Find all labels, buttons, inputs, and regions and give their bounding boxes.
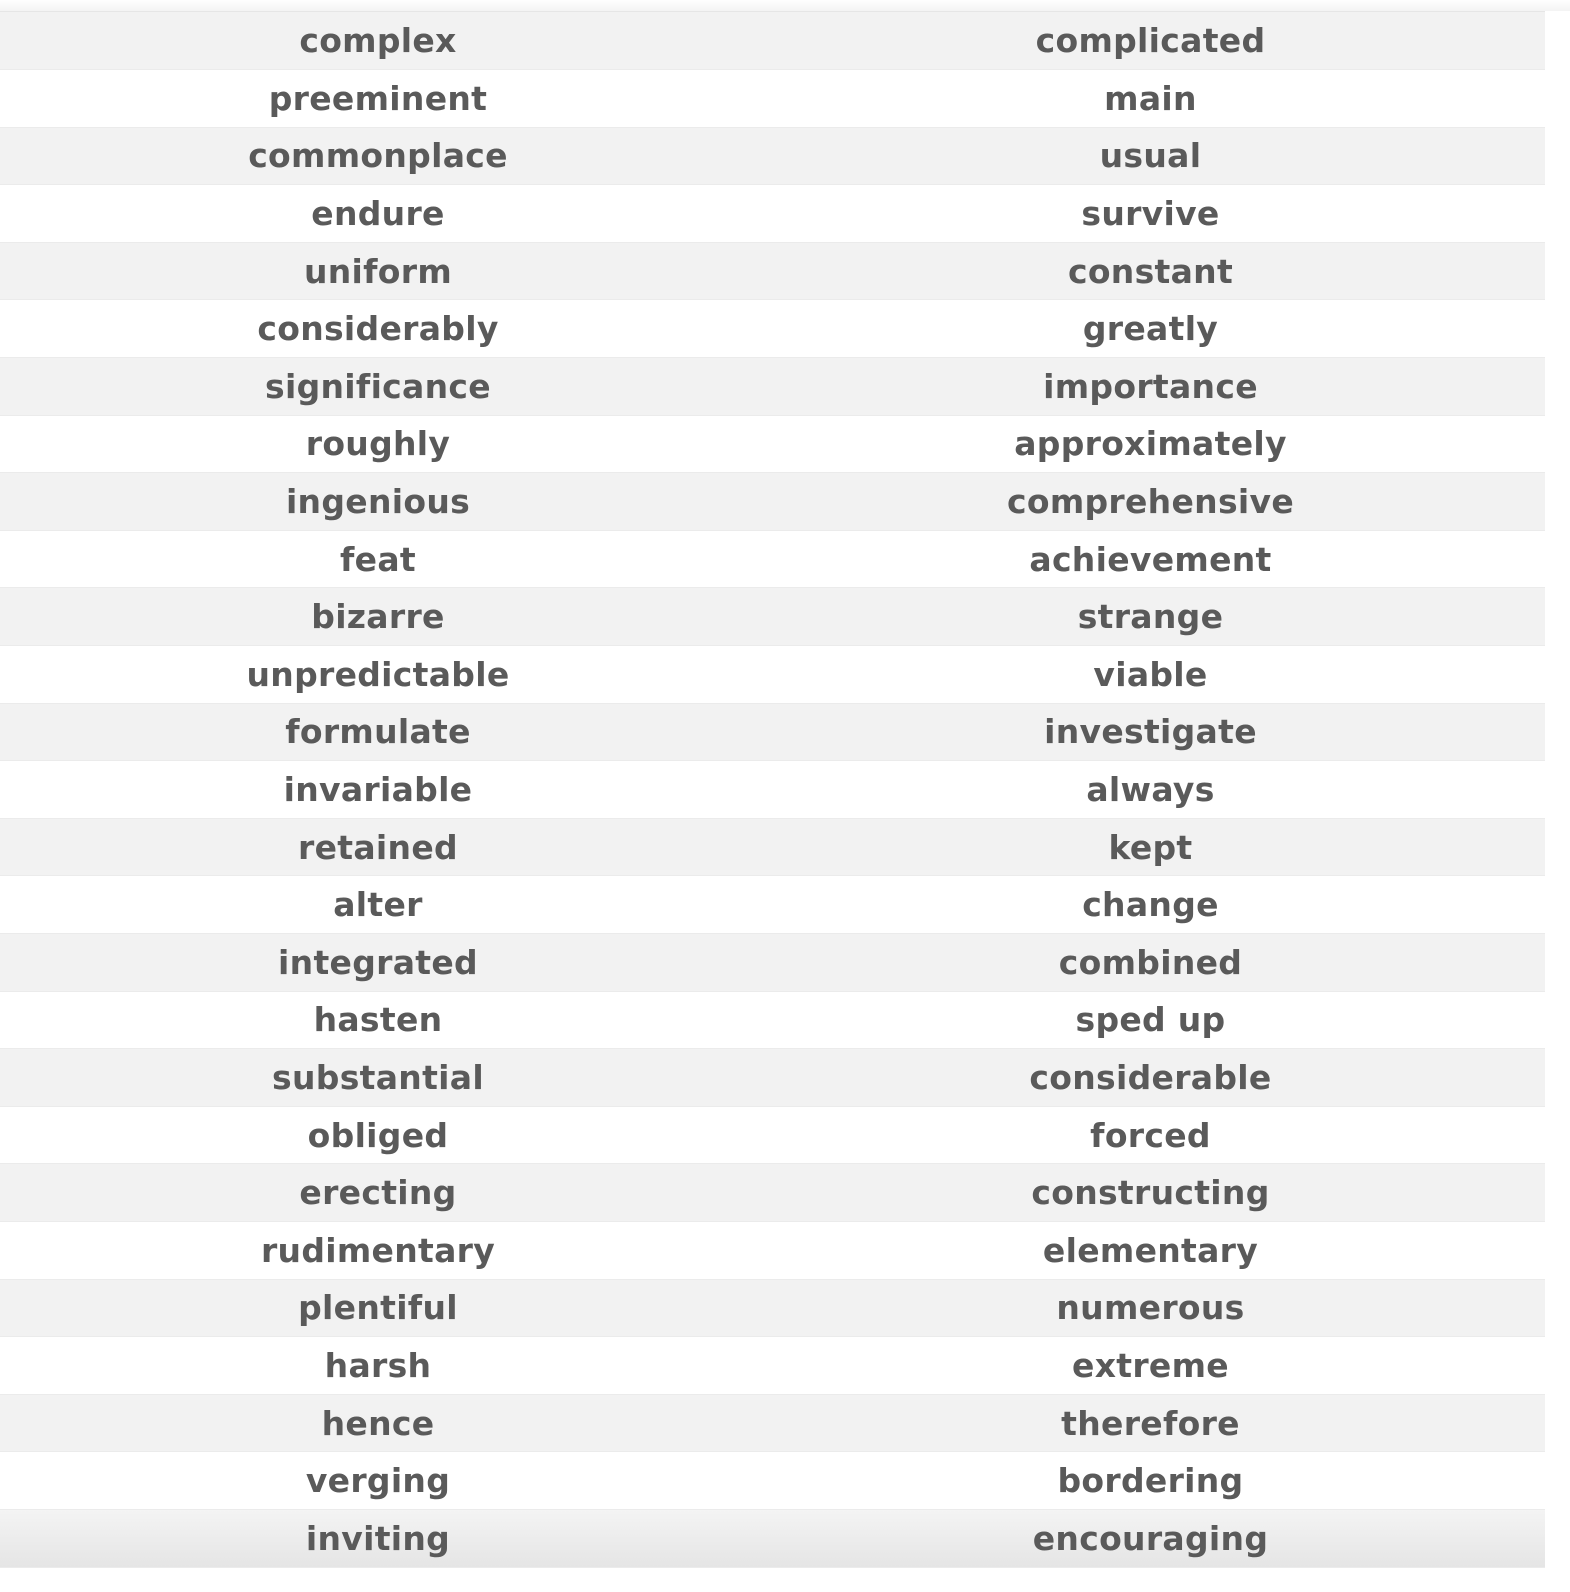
synonym: change <box>1082 885 1219 925</box>
synonym: sped up <box>1075 1000 1226 1040</box>
word-cell <box>0 1221 756 1279</box>
synonym-cell <box>756 1221 1545 1279</box>
word: alter <box>333 885 423 925</box>
table-row <box>0 1221 1545 1279</box>
synonym-cell <box>756 1164 1545 1222</box>
synonym-cell <box>756 934 1545 992</box>
word: roughly <box>305 424 451 464</box>
word-cell <box>0 1394 756 1452</box>
synonym: constant <box>1067 251 1234 291</box>
synonym-cell <box>756 1279 1545 1337</box>
synonym-cell <box>756 185 1545 243</box>
table-row <box>0 70 1545 128</box>
word: rudimentary <box>260 1230 496 1270</box>
synonym-cell <box>756 761 1545 819</box>
synonym-cell <box>756 473 1545 531</box>
word: complex <box>299 21 457 61</box>
synonym: extreme <box>1072 1345 1229 1385</box>
word-cell <box>0 530 756 588</box>
table-row <box>0 415 1545 473</box>
table-row <box>0 1049 1545 1107</box>
synonym-cell <box>756 876 1545 934</box>
table-row <box>0 1509 1545 1567</box>
table-row <box>0 358 1545 416</box>
table-row <box>0 1337 1545 1395</box>
synonym-cell <box>756 1452 1545 1510</box>
word: endure <box>311 194 445 234</box>
synonym: elementary <box>1042 1230 1259 1270</box>
synonym-cell <box>756 530 1545 588</box>
word-cell <box>0 127 756 185</box>
word-cell <box>0 818 756 876</box>
word: ingenious <box>285 482 471 522</box>
word: significance <box>265 366 491 406</box>
word: considerably <box>257 309 499 349</box>
synonym: numerous <box>1056 1288 1245 1328</box>
word: harsh <box>324 1345 432 1385</box>
word-cell <box>0 415 756 473</box>
synonym-cell <box>756 703 1545 761</box>
vocabulary-table-body <box>0 12 1545 1567</box>
table-row <box>0 1394 1545 1452</box>
table-row <box>0 242 1545 300</box>
synonym: greatly <box>1082 309 1219 349</box>
vocabulary-table <box>0 12 1545 1568</box>
table-row <box>0 818 1545 876</box>
table-row <box>0 185 1545 243</box>
synonym: importance <box>1043 366 1258 406</box>
word: integrated <box>278 942 478 982</box>
synonym-cell <box>756 588 1545 646</box>
word: verging <box>305 1461 451 1501</box>
synonym: complicated <box>1035 21 1266 61</box>
word-cell <box>0 1106 756 1164</box>
synonym-cell <box>756 1509 1545 1567</box>
word: hasten <box>313 1000 443 1040</box>
table-row <box>0 1452 1545 1510</box>
word: uniform <box>303 251 453 291</box>
table-row <box>0 646 1545 704</box>
synonym: usual <box>1099 136 1202 176</box>
word-cell <box>0 300 756 358</box>
table-row <box>0 530 1545 588</box>
synonym-cell <box>756 1394 1545 1452</box>
word-cell <box>0 185 756 243</box>
table-row <box>0 127 1545 185</box>
word: substantial <box>272 1057 484 1097</box>
word-cell <box>0 1279 756 1337</box>
synonym-cell <box>756 242 1545 300</box>
word-cell <box>0 473 756 531</box>
synonym: considerable <box>1029 1057 1272 1097</box>
word-cell <box>0 703 756 761</box>
synonym-cell <box>756 818 1545 876</box>
word: feat <box>340 539 416 579</box>
synonym: encouraging <box>1032 1518 1269 1558</box>
synonym: investigate <box>1044 712 1257 752</box>
word: obliged <box>307 1115 449 1155</box>
table-row <box>0 12 1545 70</box>
table-row <box>0 1106 1545 1164</box>
synonym-cell <box>756 70 1545 128</box>
word-cell <box>0 358 756 416</box>
word: inviting <box>305 1518 451 1558</box>
word: formulate <box>285 712 471 752</box>
synonym: viable <box>1093 654 1208 694</box>
word: commonplace <box>248 136 508 176</box>
table-row <box>0 473 1545 531</box>
word-cell <box>0 934 756 992</box>
synonym: comprehensive <box>1006 482 1294 522</box>
word-cell <box>0 1164 756 1222</box>
synonym-cell <box>756 646 1545 704</box>
synonym: survive <box>1081 194 1220 234</box>
word: preeminent <box>268 78 488 118</box>
table-row <box>0 991 1545 1049</box>
word: invariable <box>283 770 473 810</box>
table-row <box>0 703 1545 761</box>
word-cell <box>0 1509 756 1567</box>
word: unpredictable <box>246 654 510 694</box>
word-cell <box>0 1049 756 1107</box>
word-cell <box>0 1337 756 1395</box>
top-border <box>0 0 1570 12</box>
table-row <box>0 761 1545 819</box>
synonym: constructing <box>1031 1173 1270 1213</box>
word: retained <box>298 827 458 867</box>
synonym-cell <box>756 991 1545 1049</box>
table-row <box>0 1279 1545 1337</box>
word: bizarre <box>311 597 445 637</box>
synonym: approximately <box>1014 424 1287 464</box>
word: hence <box>321 1403 435 1443</box>
table-row <box>0 934 1545 992</box>
synonym-cell <box>756 358 1545 416</box>
word-cell <box>0 991 756 1049</box>
word-cell <box>0 1452 756 1510</box>
table-row <box>0 876 1545 934</box>
right-margin <box>1545 11 1570 1592</box>
synonym: forced <box>1090 1115 1211 1155</box>
word-cell <box>0 646 756 704</box>
synonym-cell <box>756 12 1545 70</box>
table-row <box>0 300 1545 358</box>
synonym-cell <box>756 1106 1545 1164</box>
synonym-cell <box>756 127 1545 185</box>
word-cell <box>0 242 756 300</box>
synonym-cell <box>756 300 1545 358</box>
word-cell <box>0 588 756 646</box>
word-cell <box>0 761 756 819</box>
word: erecting <box>299 1173 457 1213</box>
synonym: kept <box>1108 827 1193 867</box>
synonym: achievement <box>1029 539 1272 579</box>
synonym: combined <box>1058 942 1243 982</box>
synonym: therefore <box>1061 1403 1240 1443</box>
word-cell <box>0 876 756 934</box>
synonym: main <box>1104 78 1197 118</box>
synonym: strange <box>1077 597 1224 637</box>
word-cell <box>0 12 756 70</box>
word: plentiful <box>298 1288 458 1328</box>
synonym-cell <box>756 1049 1545 1107</box>
word-cell <box>0 70 756 128</box>
synonym: always <box>1086 770 1215 810</box>
table-row <box>0 1164 1545 1222</box>
synonym-cell <box>756 1337 1545 1395</box>
table-row <box>0 588 1545 646</box>
synonym-cell <box>756 415 1545 473</box>
synonym: bordering <box>1057 1461 1244 1501</box>
